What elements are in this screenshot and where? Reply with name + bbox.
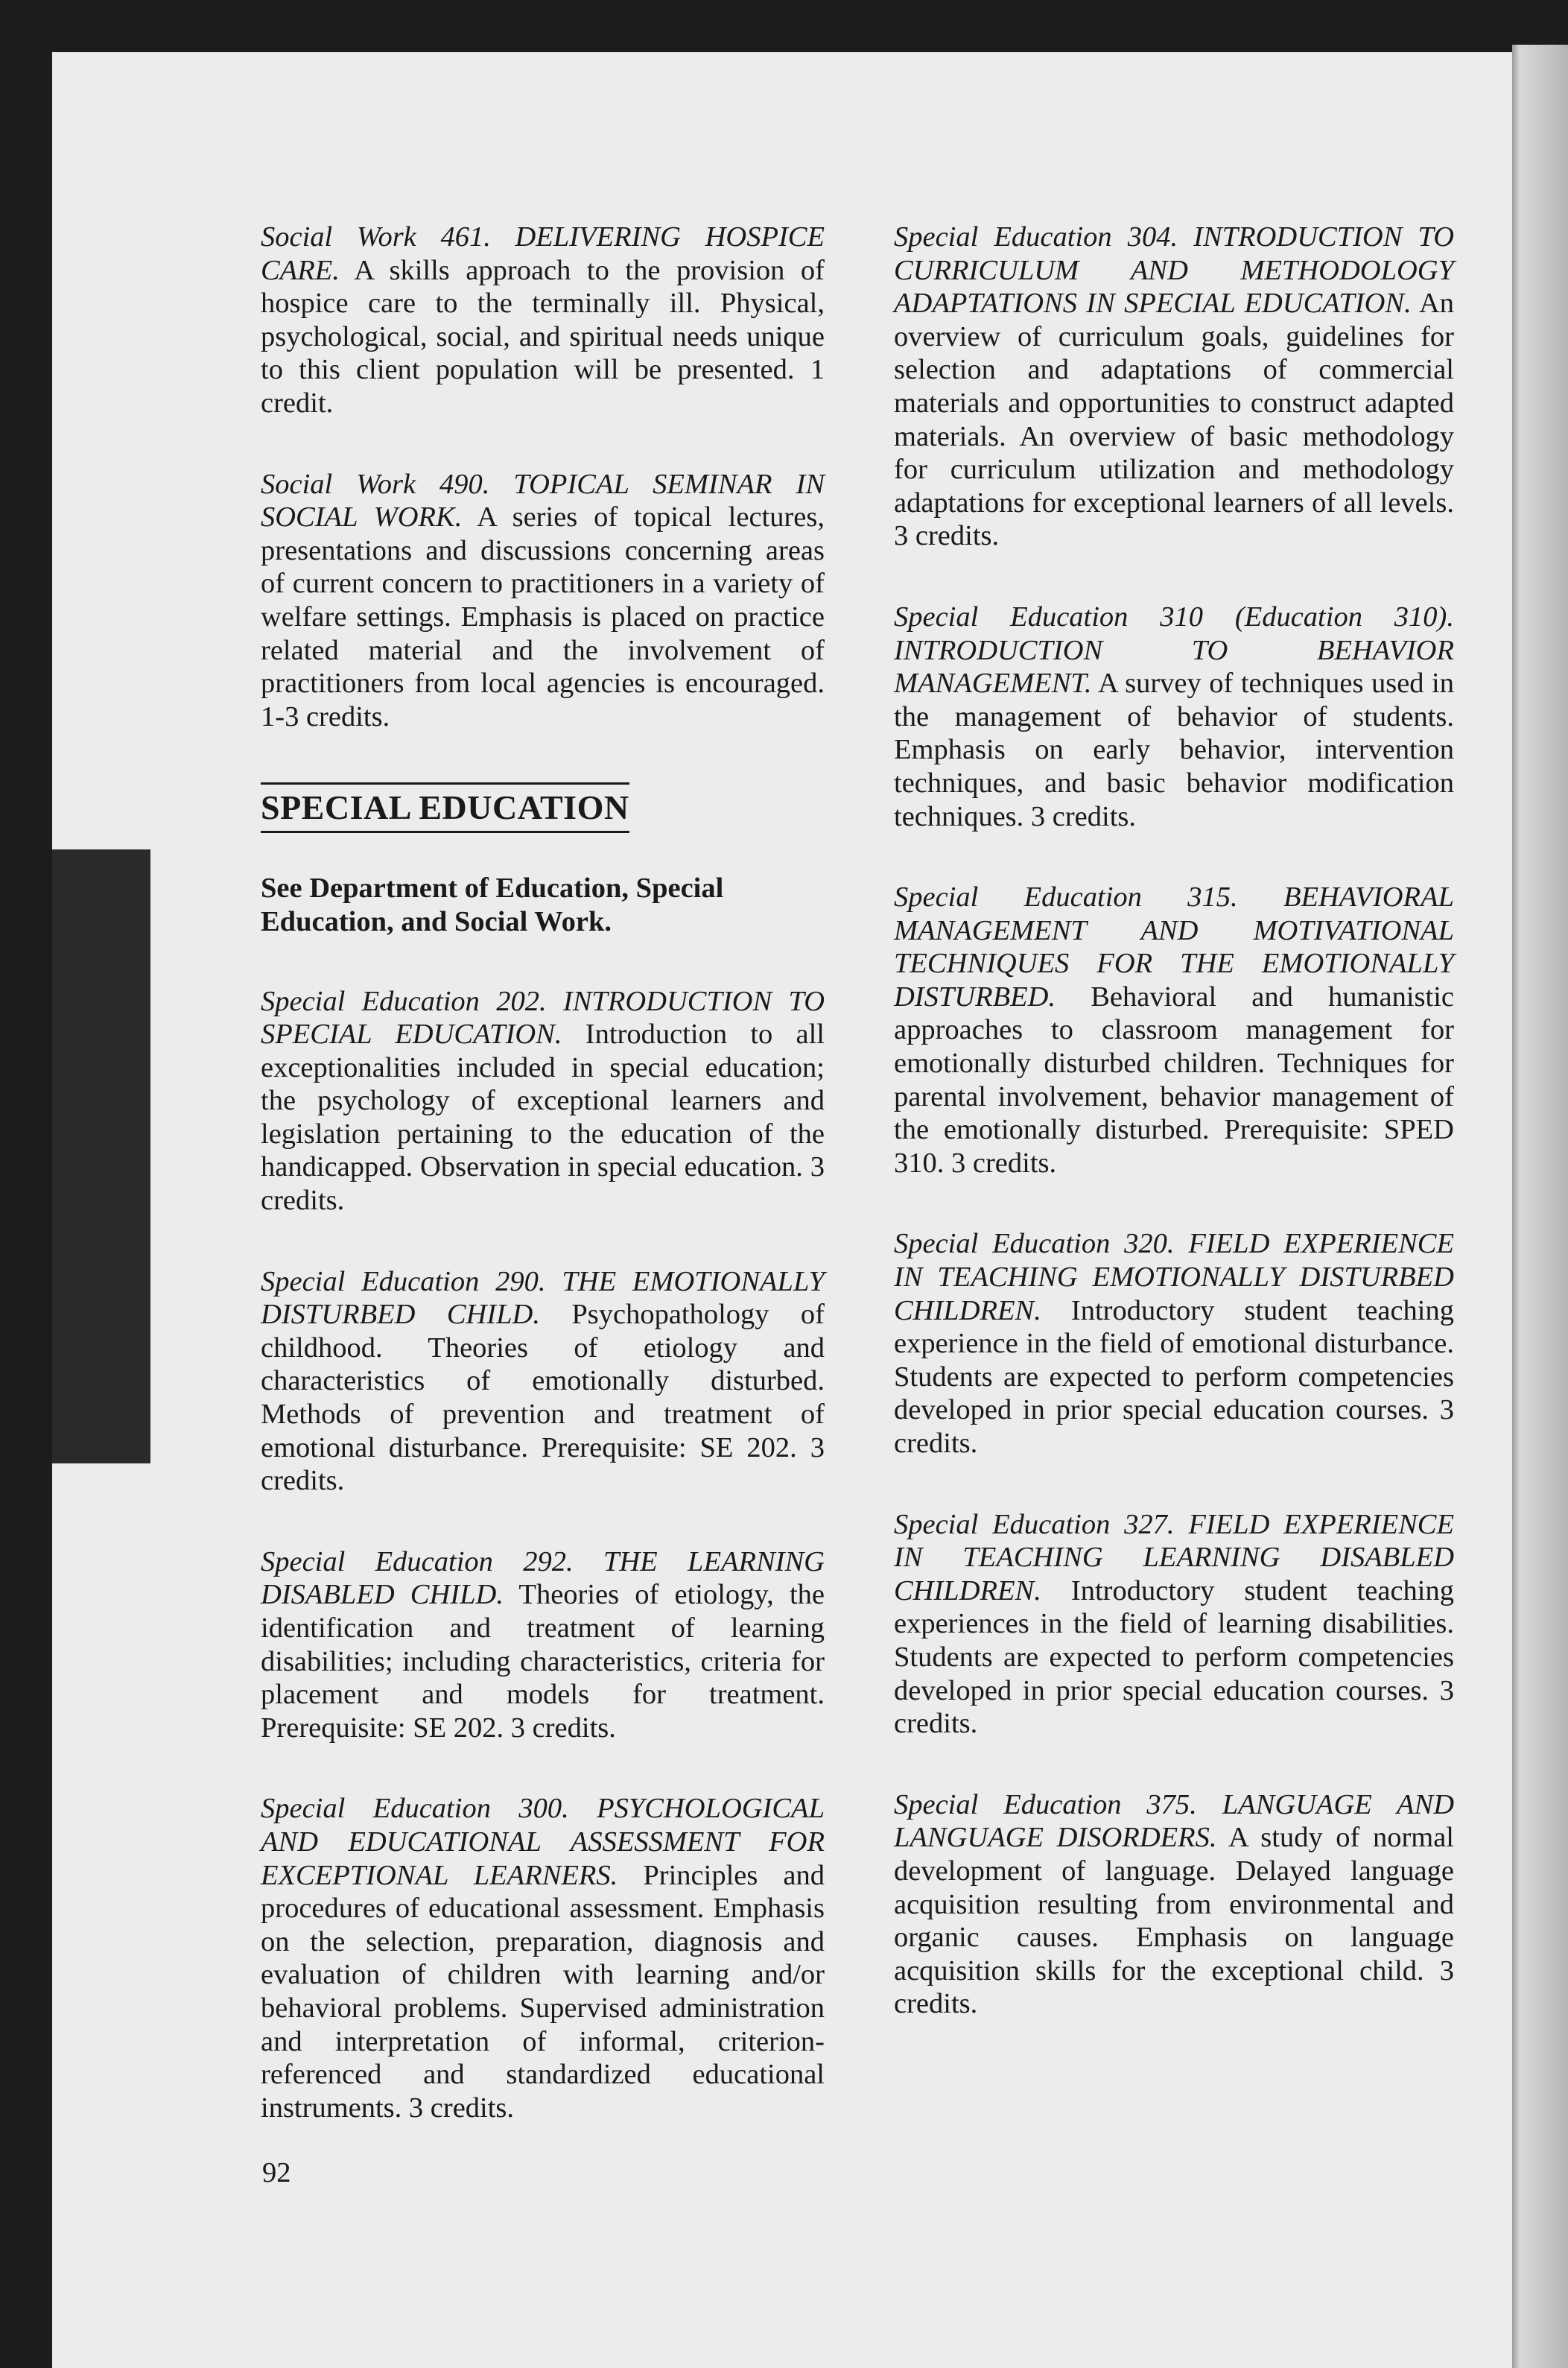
course-entry [894, 1508, 1454, 1741]
course-label: Special Education 327. [894, 1508, 1175, 1540]
section-heading: SPECIAL EDUCATION [261, 782, 629, 833]
course-label: Special Education 290. [261, 1265, 546, 1297]
right-column [894, 221, 1454, 2068]
course-description: Behavioral and humanistic approaches to classroom management for emotionally disturbed children. Techniques for parental involvement, behavior management of the emotionally disturbed. Prerequisite: SPED 310. 3 credits. [894, 981, 1454, 1179]
course-title: PSYCHOLOGICAL AND EDUCATIONAL ASSESSMENT FOR EXCEPTIONAL LEARNERS. [261, 1793, 825, 1891]
course-title: THE EMOTIONALLY DISTURBED CHILD. [261, 1265, 825, 1331]
course-title: BEHAVIORAL MANAGEMENT AND MOTIVATIONAL TECHNIQUES FOR THE EMOTIONALLY DISTURBED. [894, 881, 1454, 1013]
adjacent-page-edge [1512, 45, 1568, 2368]
course-entry [261, 221, 825, 420]
cross-reference-note: See Department of Education, Special Education, and Social Work. [261, 873, 724, 937]
course-title: THE LEARNING DISABLED CHILD. [261, 1545, 825, 1611]
course-description: Theories of etiology, the identification and treatment of learning disabilities; including characteristics, criteria for placement and models for treatment. Prerequisite: SE 202. 3 credits. [261, 1579, 825, 1744]
course-label: Special Education 375. [894, 1788, 1197, 1820]
course-description: A skills approach to the provision of hospice care to the terminally ill. Physical, psychological, social, and spiritual needs unique to this client population will be presented. 1 credit. [261, 254, 825, 419]
course-entry [261, 468, 825, 734]
course-description: A series of topical lectures, presentations and discussions concerning areas of current concern to practitioners in a variety of welfare settings. Emphasis is placed on practice related material and the involvement of practitioners from local agencies is encouraged. 1-3 credits. [261, 501, 825, 732]
course-entry [261, 1545, 825, 1745]
course-title: INTRODUCTION TO CURRICULUM AND METHODOLOGY ADAPTATIONS IN SPECIAL EDUCATION. [894, 221, 1454, 320]
course-title: FIELD EXPERIENCE IN TEACHING EMOTIONALLY DISTURBED CHILDREN. [894, 1228, 1454, 1326]
course-entry [894, 1227, 1454, 1460]
left-column [261, 221, 825, 2172]
course-description: Principles and procedures of educational assessment. Emphasis on the selection, preparation, diagnosis and evaluation of children with learning and/or behavioral problems. Supervised administration and interpretation of informal, criterion-referenced and standardized educational instruments. 3 credits. [261, 1859, 825, 2124]
course-description: Introductory student teaching experiences in the field of learning disabilities. Students are expected to perform competencies developed in prior special education courses. 3 credits. [894, 1574, 1454, 1740]
course-title: INTRODUCTION TO BEHAVIOR MANAGEMENT. [894, 634, 1454, 700]
course-label: Special Education 292. [261, 1545, 574, 1577]
course-label: Special Education 310 (Education 310). [894, 601, 1454, 633]
course-label: Social Work 490. [261, 468, 490, 500]
course-description: An overview of curriculum goals, guidelines for selection and adaptations of commercial materials and opportunities to construct adapted materials. An overview of basic methodology for curriculum utilization and methodology adaptations for exceptional learners of all levels. 3 credits. [894, 288, 1454, 552]
course-description: Introduction to all exceptionalities included in special education; the psychology of exceptional learners and legislation pertaining to the education of the handicapped. Observation in special education. 3 credits. [261, 1019, 825, 1217]
course-entry [261, 1792, 825, 2124]
course-title: FIELD EXPERIENCE IN TEACHING LEARNING DISABLED CHILDREN. [894, 1508, 1454, 1606]
course-title: INTRODUCTION TO SPECIAL EDUCATION. [261, 985, 825, 1051]
course-entry [894, 881, 1454, 1180]
course-description: Introductory student teaching experience in the field of emotional disturbance. Students are expected to perform competencies developed in prior special education courses. 3 credits. [894, 1294, 1454, 1459]
course-entry [261, 1265, 825, 1498]
course-label: Special Education 202. [261, 985, 547, 1017]
course-entry [894, 601, 1454, 833]
thumb-index-tab [52, 849, 150, 1463]
course-label: Special Education 304. [894, 221, 1178, 253]
course-label: Special Education 315. [894, 881, 1238, 914]
course-description: A study of normal development of language. Delayed language acquisition resulting from environmental and organic causes. Emphasis on language acquisition skills for the exceptional child. 3 credits. [894, 1822, 1454, 2020]
course-description: Psychopathology of childhood. Theories of etiology and characteristics of emotionally disturbed. Methods of prevention and treatment of emotional disturbance. Prerequisite: SE 202. 3 credits. [261, 1299, 825, 1497]
course-title: LANGUAGE AND LANGUAGE DISORDERS. [894, 1788, 1454, 1854]
course-label: Special Education 320. [894, 1228, 1175, 1260]
course-title: TOPICAL SEMINAR IN SOCIAL WORK. [261, 468, 825, 534]
course-entry [261, 985, 825, 1218]
course-label: Social Work 461. [261, 221, 491, 253]
course-entry [894, 1788, 1454, 2021]
page-number: 92 [262, 2157, 291, 2188]
course-label: Special Education 300. [261, 1793, 569, 1825]
course-title: DELIVERING HOSPICE CARE. [261, 221, 825, 286]
course-entry [894, 221, 1454, 553]
course-description: A survey of techniques used in the management of behavior of students. Emphasis on early behavior, intervention techniques, and basic behavior modification techniques. 3 credits. [894, 668, 1454, 832]
